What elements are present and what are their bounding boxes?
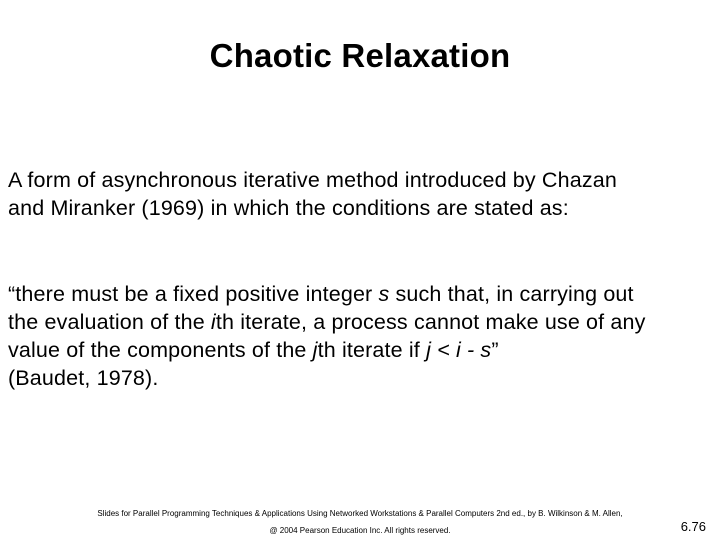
quote-text: th iterate if xyxy=(317,338,427,362)
variable-j: j xyxy=(312,338,318,362)
footer-copyright: @ 2004 Pearson Education Inc. All rights reserved. xyxy=(269,526,451,535)
quote-text: “there must be a fixed positive integer xyxy=(8,282,379,306)
variable-i: i xyxy=(210,310,216,334)
condition-expression: j < i - s xyxy=(426,338,492,362)
quote-text: ” xyxy=(491,338,499,362)
quote-line-3 xyxy=(8,336,714,364)
quote-paragraph xyxy=(8,280,714,392)
page-number: 6.76 xyxy=(680,519,706,534)
intro-line-1: A form of asynchronous iterative method introduced by Chazan xyxy=(8,168,617,192)
intro-paragraph xyxy=(8,166,714,222)
quote-text: th iterate, a process cannot make use of any xyxy=(215,310,646,334)
quote-line-2 xyxy=(8,308,714,336)
footer-credit: Slides for Parallel Programming Techniques & Applications Using Networked Workstations & Parallel Computers 2nd ed., by B. Wilkinson & M. Allen, xyxy=(97,509,623,518)
citation: (Baudet, 1978). xyxy=(8,366,159,390)
quote-line-1 xyxy=(8,280,714,308)
variable-s: s xyxy=(378,282,390,306)
quote-text: value of the components of the xyxy=(8,338,313,362)
slide-title: Chaotic Relaxation xyxy=(209,37,511,74)
quote-text: such that, in carrying out xyxy=(389,282,634,306)
intro-line-2: and Miranker (1969) in which the conditions are stated as: xyxy=(8,196,569,220)
quote-text: the evaluation of the xyxy=(8,310,211,334)
